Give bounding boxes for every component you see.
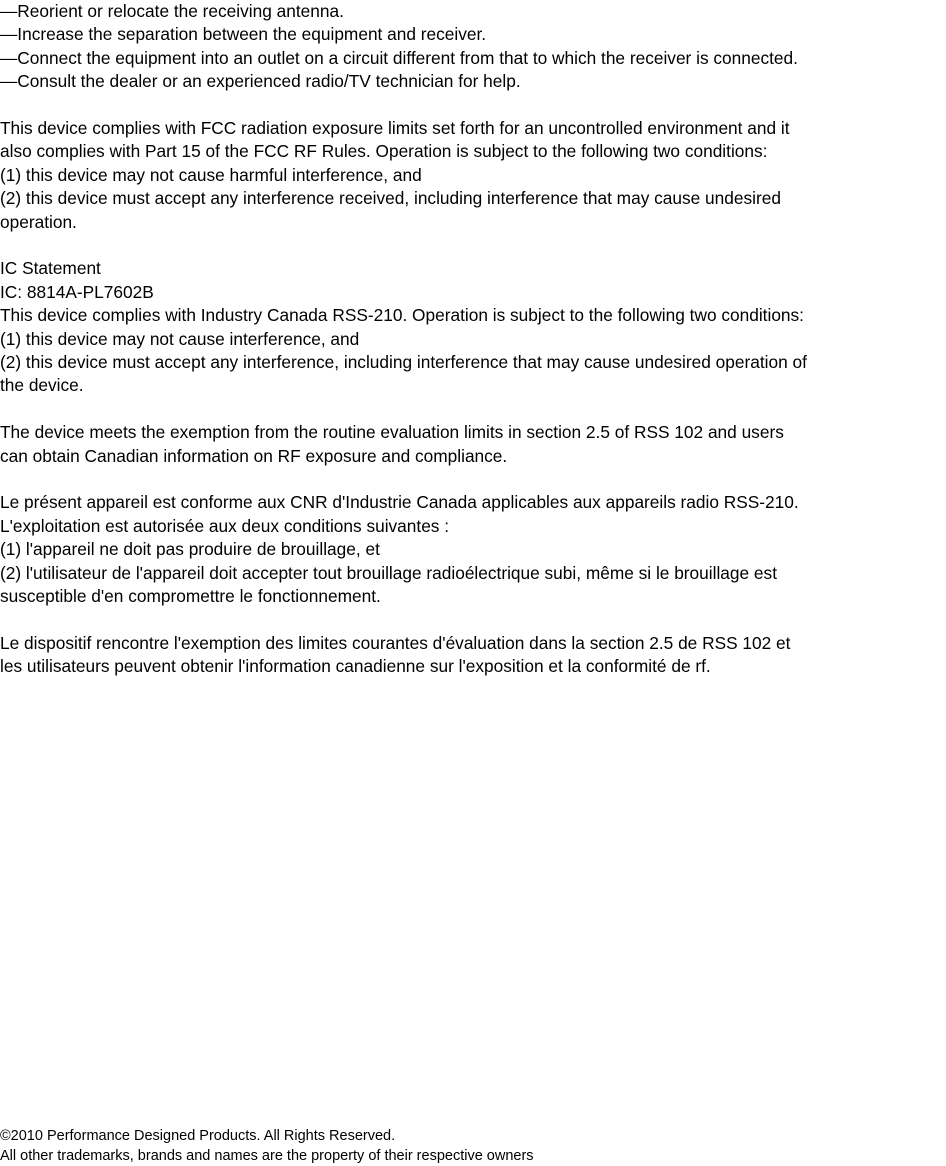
fcc-line: (1) this device may not cause harmful interference, and [0, 164, 422, 185]
ic-statement [0, 257, 946, 397]
fcc-line: operation. [0, 211, 77, 232]
exemption-fr-line: Le dispositif rencontre l'exemption des limites courantes d'évaluation dans la section 2.5 de RSS 102 et [0, 632, 791, 653]
paragraph-gap [0, 234, 946, 257]
exemption-line: can obtain Canadian information on RF exposure and compliance. [0, 445, 508, 466]
ic-line: (2) this device must accept any interference, including interference that may cause undesired operation of [0, 352, 807, 373]
french-line: Le présent appareil est conforme aux CNR d'Industrie Canada applicables aux appareils radio RSS-210. [0, 492, 799, 513]
ic-heading: IC Statement [0, 258, 101, 279]
exemption-english [0, 421, 946, 468]
fcc-line: (2) this device must accept any interference received, including interference that may cause undesired [0, 188, 781, 209]
exemption-french [0, 632, 946, 679]
french-statement [0, 491, 946, 608]
list-item: —Consult the dealer or an experienced radio/TV technician for help. [0, 71, 521, 92]
exemption-fr-line: les utilisateurs peuvent obtenir l'information canadienne sur l'exposition et la conformité de rf. [0, 656, 711, 677]
ic-line: This device complies with Industry Canada RSS-210. Operation is subject to the following two conditions: [0, 305, 804, 326]
french-line: susceptible d'en compromettre le fonctionnement. [0, 586, 381, 607]
fcc-line: This device complies with FCC radiation exposure limits set forth for an uncontrolled environment and it [0, 118, 790, 139]
french-line: L'exploitation est autorisée aux deux conditions suivantes : [0, 515, 450, 536]
trademark-notice: All other trademarks, brands and names are the property of their respective owners [0, 1148, 534, 1164]
copyright-notice: ©2010 Performance Designed Products. All Rights Reserved. [0, 1128, 396, 1144]
french-line: (2) l'utilisateur de l'appareil doit accepter tout brouillage radioélectrique subi, même si le brouillage est [0, 562, 777, 583]
exemption-line: The device meets the exemption from the routine evaluation limits in section 2.5 of RSS 102 and users [0, 422, 784, 443]
paragraph-gap [0, 94, 946, 117]
list-item: —Connect the equipment into an outlet on a circuit different from that to which the receiver is connected. [0, 47, 798, 68]
fcc-statement [0, 117, 946, 234]
ic-id: IC: 8814A-PL7602B [0, 281, 154, 302]
list-item: —Increase the separation between the equipment and receiver. [0, 24, 487, 45]
footer [0, 1126, 946, 1166]
list-item: —Reorient or relocate the receiving antenna. [0, 1, 344, 21]
paragraph-gap [0, 468, 946, 491]
paragraph-gap [0, 609, 946, 632]
paragraph-gap [0, 398, 946, 421]
french-line: (1) l'appareil ne doit pas produire de brouillage, et [0, 539, 380, 560]
ic-line: (1) this device may not cause interference, and [0, 328, 360, 349]
interference-remedies-list [0, 0, 946, 94]
ic-line: the device. [0, 375, 84, 396]
fcc-line: also complies with Part 15 of the FCC RF Rules. Operation is subject to the following two conditions: [0, 141, 768, 162]
